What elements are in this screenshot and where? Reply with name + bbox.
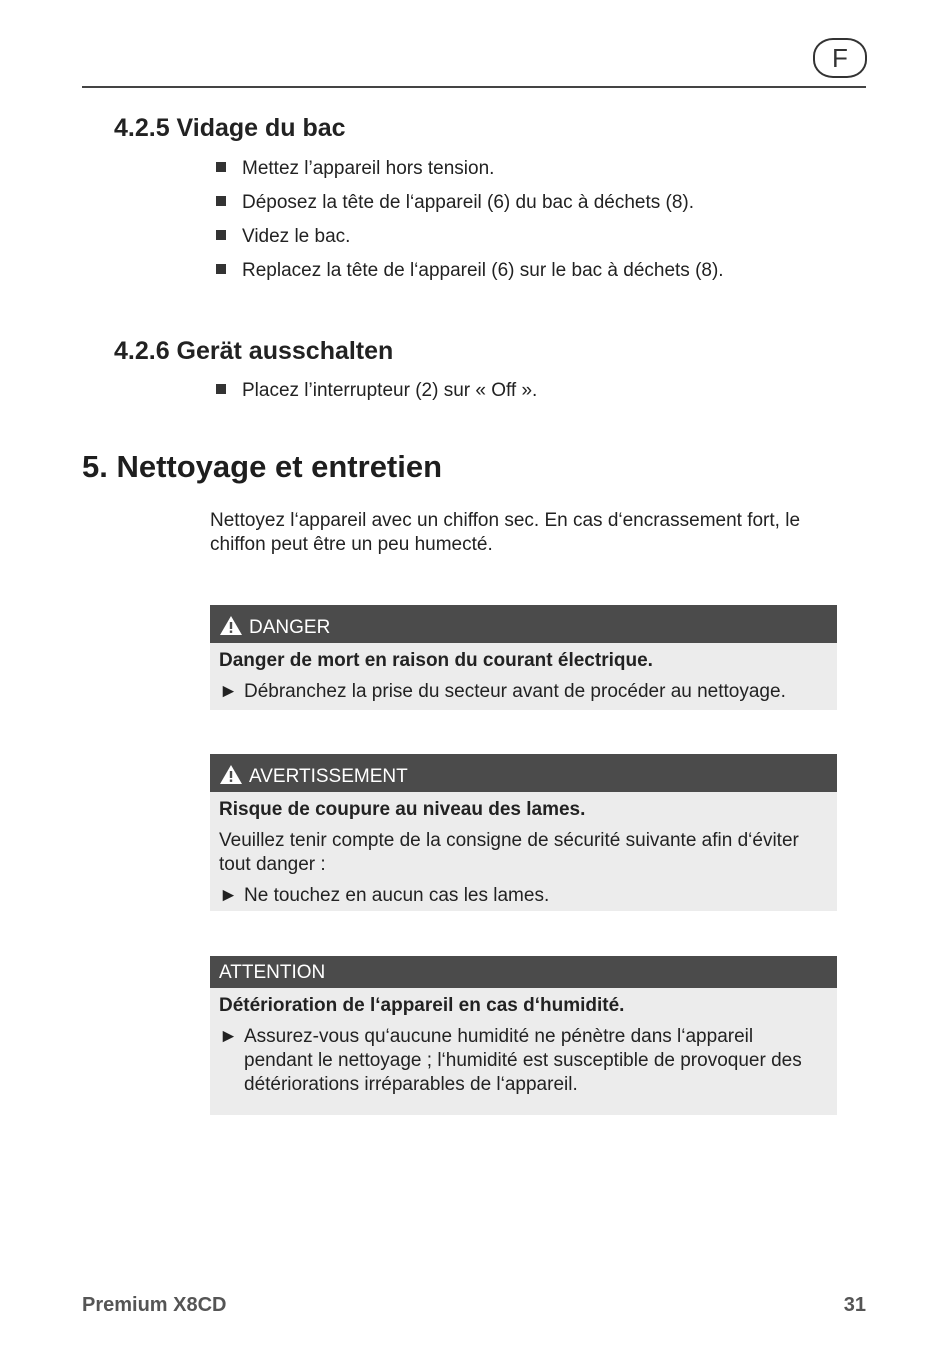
caution-instruction: Assurez-vous qu‘aucune humidité ne pénètre dans l‘appareil pendant le nettoyage ; l‘humidité est susceptible de provoquer des détériorations irréparables de l‘appareil. — [244, 1026, 802, 1095]
page-number: 31 — [843, 1294, 866, 1316]
list-item: Videz le bac. — [216, 220, 724, 254]
caution-header — [210, 956, 837, 988]
footer-product: Premium X8CD — [82, 1294, 227, 1316]
bullet-square-icon — [216, 384, 226, 394]
section-title-4-2-5: 4.2.5 Vidage du bac — [114, 114, 346, 142]
danger-header — [210, 605, 837, 643]
arrow-icon: ► — [219, 885, 238, 906]
section-title-5: 5. Nettoyage et entretien — [82, 449, 443, 484]
caution-box — [210, 956, 837, 1115]
header-rule — [82, 86, 866, 88]
warning-headline: Risque de coupure au niveau des lames. — [219, 799, 586, 820]
bullet-square-icon — [216, 162, 226, 172]
bullet-square-icon — [216, 230, 226, 240]
warning-box — [210, 754, 837, 911]
warning-triangle-icon — [219, 615, 243, 636]
caution-label: ATTENTION — [219, 962, 326, 983]
section-intro: Nettoyez l‘appareil avec un chiffon sec. En cas d‘encrassement fort, le chiffon peut être un peu humecté. — [210, 510, 801, 555]
list-item: Placez l’interrupteur (2) sur « Off ». — [216, 374, 537, 408]
arrow-icon: ► — [219, 681, 238, 702]
warning-text: Veuillez tenir compte de la consigne de sécurité suivante afin d‘éviter tout danger : — [219, 830, 799, 875]
warning-label: AVERTISSEMENT — [249, 766, 408, 787]
caution-headline: Détérioration de l‘appareil en cas d‘humidité. — [219, 995, 625, 1016]
bullet-list-4-2-6 — [216, 374, 537, 408]
warning-triangle-icon — [219, 764, 243, 785]
warning-instruction: Ne touchez en aucun cas les lames. — [244, 885, 550, 906]
danger-headline: Danger de mort en raison du courant électrique. — [219, 650, 653, 671]
section-title-4-2-6: 4.2.6 Gerät ausschalten — [114, 337, 394, 365]
bullet-square-icon — [216, 196, 226, 206]
danger-label: DANGER — [249, 617, 331, 638]
list-item: Replacez la tête de l‘appareil (6) sur le bac à déchets (8). — [216, 254, 724, 288]
warning-header — [210, 754, 837, 792]
danger-box — [210, 605, 837, 710]
list-item: Mettez l’appareil hors tension. — [216, 152, 724, 186]
language-badge: F — [813, 38, 867, 78]
danger-instruction: Débranchez la prise du secteur avant de procéder au nettoyage. — [244, 681, 786, 702]
bullet-square-icon — [216, 264, 226, 274]
arrow-icon: ► — [219, 1026, 238, 1047]
list-item: Déposez la tête de l‘appareil (6) du bac à déchets (8). — [216, 186, 724, 220]
bullet-list-4-2-5 — [216, 152, 724, 288]
